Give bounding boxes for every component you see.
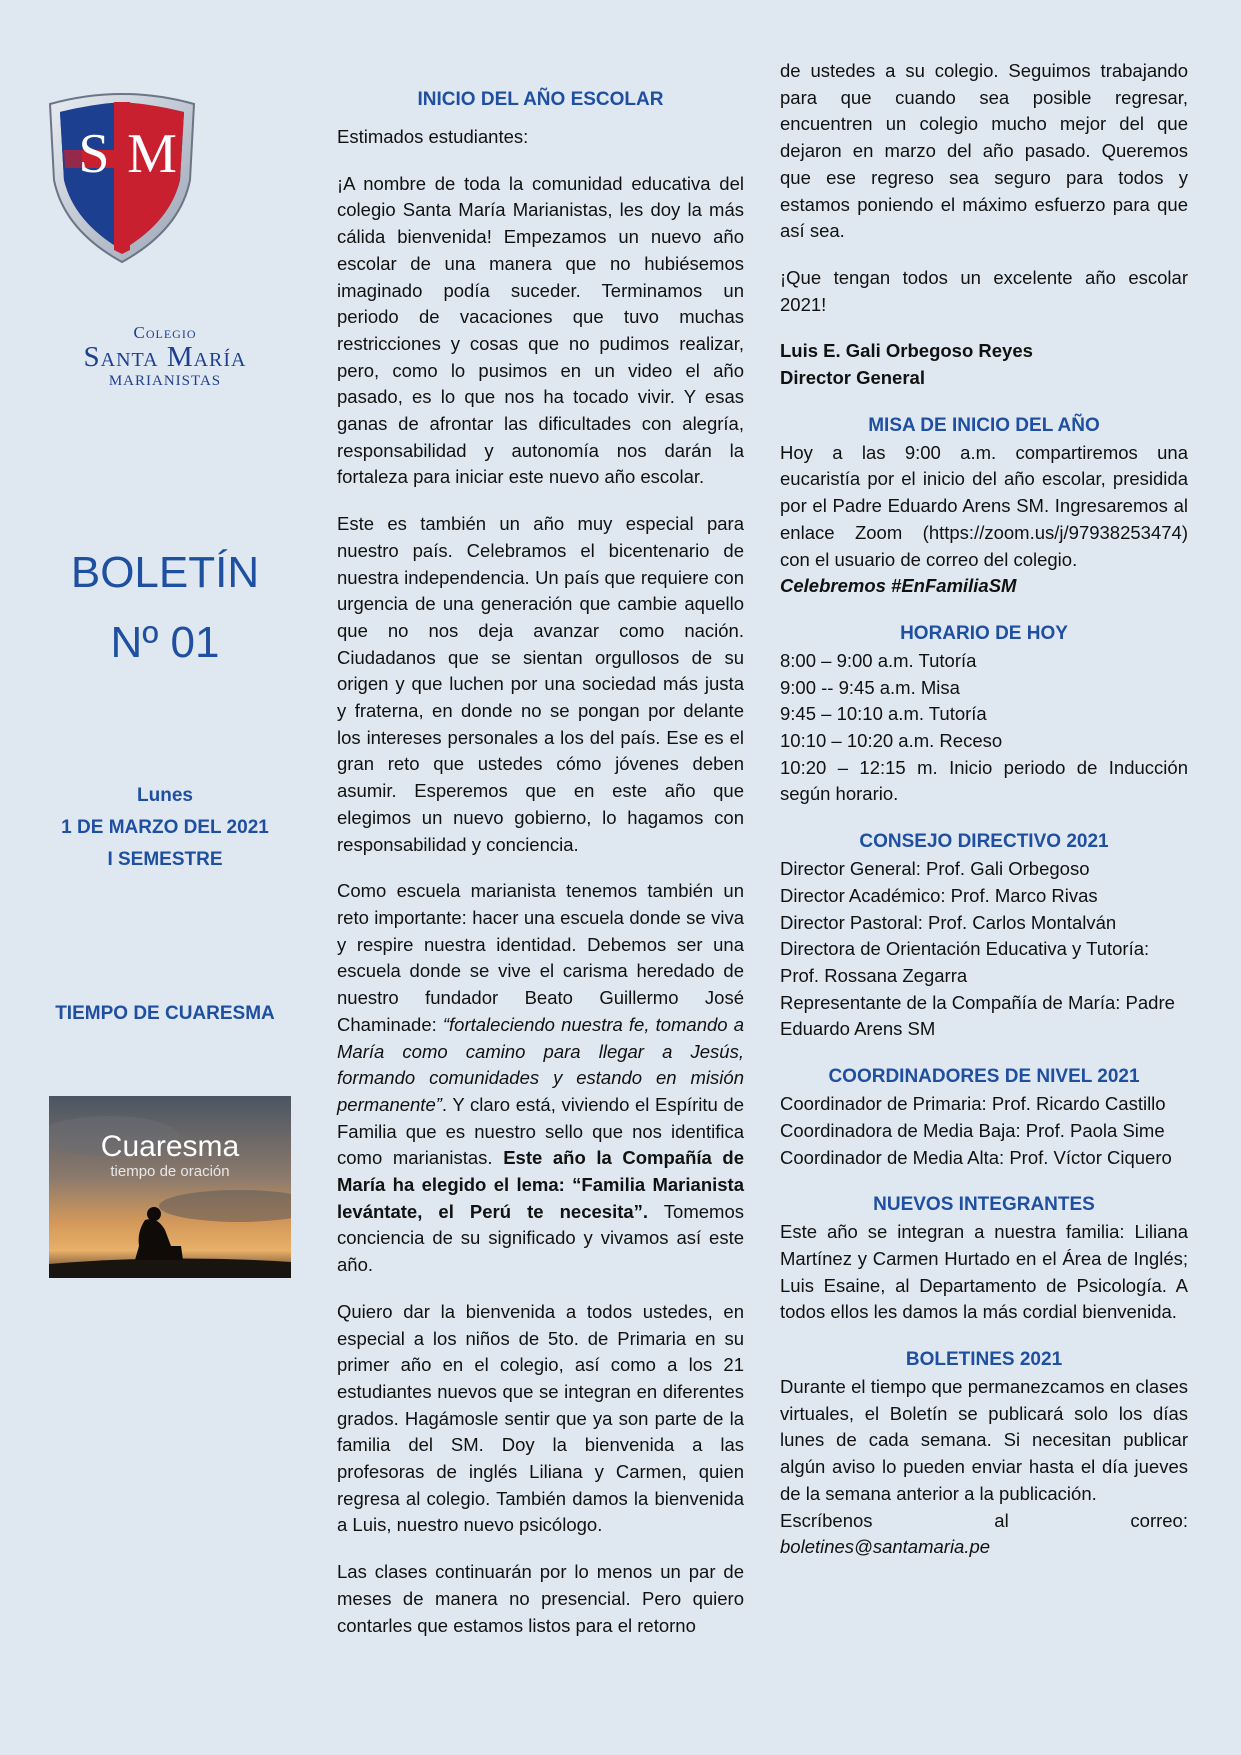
coordinator-item: Coordinador de Primaria: Prof. Ricardo Castillo xyxy=(780,1093,1166,1115)
schedule-item: 10:20 – 12:15 m. Inicio periodo de Inducción según horario. xyxy=(780,756,1188,805)
p3-closing: Tomemos conciencia de su significado y vivamos así este año. xyxy=(337,1200,744,1276)
p3-middle: . Y claro está, viviendo el Espíritu de Familia que es nuestro sello que nos identifica como marianistas. xyxy=(337,1093,744,1169)
bulletins-email[interactable]: boletines@santamaria.pe xyxy=(780,1536,991,1558)
mass-hashtag: Celebremos #EnFamiliaSM xyxy=(780,575,1017,597)
main-letter-column xyxy=(337,86,744,1659)
image-subtitle: tiempo de oración xyxy=(110,1163,230,1180)
school-shield-logo xyxy=(42,90,202,270)
schedule-heading: HORARIO DE HOY xyxy=(900,622,1068,644)
board-heading: CONSEJO DIRECTIVO 2021 xyxy=(859,831,1109,853)
board-member: Directora de Orientación Educativa y Tutoría: Prof. Rossana Zegarra xyxy=(780,938,1150,986)
signature xyxy=(780,338,1188,391)
board-member: Director General: Prof. Gali Orbegoso xyxy=(780,858,1090,880)
signature-name: Luis E. Gali Orbegoso Reyes xyxy=(780,340,1033,362)
bulletins-text: Durante el tiempo que permanezcamos en clases virtuales, el Boletín se publicará solo los días lunes de cada semana. Si necesitan publicar algún aviso lo pueden enviar hasta el día jueves de la semana anterior a la publicación. xyxy=(780,1376,1188,1504)
p3-intro: Como escuela marianista tenemos también un reto importante: hacer una escuela donde se viva y respire nuestra identidad. Debemos ser una escuela donde se vive el carisma heredado de nuestro fundador Beato Guillermo José Chaminade: xyxy=(337,880,744,1035)
bulletins-heading: BOLETINES 2021 xyxy=(905,1349,1063,1371)
letter-continuation: de ustedes a su colegio. Seguimos trabajando para que cuando sea posible regresar, encuentren un colegio mucho mejor del que dejaron en marzo del año pasado. Queremos que ese regreso sea seguro para todos y estamos poniendo el máximo esfuerzo para que así sea. xyxy=(780,60,1188,242)
right-column xyxy=(780,58,1188,1561)
date-label: 1 DE MARZO DEL 2021 xyxy=(61,817,269,838)
bulletins-write-line: Escríbenos al correo: xyxy=(780,1509,1188,1531)
day-label: Lunes xyxy=(137,785,193,806)
board-member: Representante de la Compañía de María: Padre Eduardo Arens SM xyxy=(780,991,1175,1040)
mass-text: Hoy a las 9:00 a.m. compartiremos una eucaristía por el inicio del año escolar, presidida por el Padre Eduardo Arens SM. Ingresaremos al enlace Zoom (https://zoom.us/j/97938253474) con el usuario de correo del colegio. xyxy=(780,441,1188,570)
date-block xyxy=(25,780,305,876)
bulletin-number: Nº 01 xyxy=(110,618,220,667)
season-title: TIEMPO DE CUARESMA xyxy=(55,1003,275,1024)
board-member: Director Académico: Prof. Marco Rivas xyxy=(780,884,1098,906)
signature-role: Director General xyxy=(780,367,925,389)
lent-prayer-image xyxy=(49,1096,291,1278)
letter-paragraph-5: Las clases continuarán por lo menos un par de meses de manera no presencial. Pero quiero contarles que estamos listos para el retorno xyxy=(337,1561,744,1636)
letter-paragraph-2: Este es también un año muy especial para nuestro país. Celebramos el bicentenario de nuestra independencia. Un país que requiere con urgencia de una generación que cambie aquello que no nos deja avanzar como nación. Ciudadanos que se sientan orgullosos de su origen y que luchen por una sociedad más justa y fraterna, en donde no se pongan por delante los intereses personales a los del país. Ese es el gran reto que ustedes cómo jóvenes deben asumir. Esperemos que en este año que elegimos un nuevo gobierno, lo hagamos con responsabilidad y conciencia. xyxy=(337,513,744,855)
schedule-list xyxy=(780,648,1188,808)
letter-heading: INICIO DEL AÑO ESCOLAR xyxy=(417,89,664,110)
school-name-line1: Colegio xyxy=(133,323,197,342)
coordinators-heading: COORDINADORES DE NIVEL 2021 xyxy=(828,1066,1140,1088)
school-name xyxy=(40,324,290,389)
bulletin-title-text: BOLETÍN xyxy=(70,548,260,597)
svg-text:S: S xyxy=(78,123,110,185)
coordinator-item: Coordinador de Media Alta: Prof. Víctor Ciquero xyxy=(780,1146,1172,1168)
p3-quote: “fortaleciendo nuestra fe, tomando a María como camino para llegar a Jesús, formando comunidades y estando en misión permanente” xyxy=(337,1013,744,1115)
svg-text:M: M xyxy=(127,123,177,185)
letter-paragraph-3 xyxy=(337,878,744,1279)
image-title: Cuaresma xyxy=(100,1130,240,1163)
schedule-item: 8:00 – 9:00 a.m. Tutoría xyxy=(780,649,977,671)
board-member: Director Pastoral: Prof. Carlos Montalván xyxy=(780,911,1117,933)
schedule-item: 9:45 – 10:10 a.m. Tutoría xyxy=(780,703,987,725)
coordinator-item: Coordinadora de Media Baja: Prof. Paola Sime xyxy=(780,1119,1165,1141)
coordinators-list xyxy=(780,1091,1188,1171)
letter-greeting: Estimados estudiantes: xyxy=(337,126,529,147)
schedule-item: 10:10 – 10:20 a.m. Receso xyxy=(780,730,1003,752)
board-list xyxy=(780,856,1188,1043)
mass-heading: MISA DE INICIO DEL AÑO xyxy=(868,414,1100,436)
new-members-text: Este año se integran a nuestra familia: Liliana Martínez y Carmen Hurtado en el Área de Inglés; Luis Esaine, al Departamento de Psicología. A todos ellos les damos la más cordial bienvenida. xyxy=(780,1221,1188,1323)
letter-paragraph-1: ¡A nombre de toda la comunidad educativa del colegio Santa María Marianistas, les doy la más cálida bienvenida! Empezamos un nuevo año escolar de una manera que no hubiésemos imaginado podía suceder. Terminamos un periodo de vacaciones que tuvo muchas restricciones y cosas que no pudimos realizar, pero, como lo pusimos en un video el año pasado, es lo que nos ha tocado vivir. Y esas ganas de afrontar las dificultades con alegría, responsabilidad y autonomía nos darán la fortaleza para iniciar este nuevo año escolar. xyxy=(337,172,744,488)
new-members-heading: NUEVOS INTEGRANTES xyxy=(873,1194,1095,1216)
letter-paragraph-4: Quiero dar la bienvenida a todos ustedes, en especial a los niños de 5to. de Primaria en su primer año en el colegio, así como a los 21 estudiantes nuevos que se integran en diferentes grados. Hagámosle sentir que ya son parte de la familia del SM. Doy la bienvenida a las profesoras de inglés Liliana y Carmen, quien regresa al colegio. También damos la bienvenida a Luis, nuestro nuevo psicólogo. xyxy=(337,1300,744,1536)
school-name-line2: Santa María xyxy=(83,341,247,373)
letter-wish: ¡Que tengan todos un excelente año escolar 2021! xyxy=(780,266,1188,315)
bulletin-title xyxy=(25,538,305,678)
school-name-line3: MARIANISTAS xyxy=(108,373,222,389)
p3-motto: Este año la Compañía de María ha elegido el lema: “Familia Marianista levántate, el Perú te necesita”. xyxy=(337,1147,745,1222)
schedule-item: 9:00 -- 9:45 a.m. Misa xyxy=(780,676,960,698)
semester-label: I SEMESTRE xyxy=(107,849,223,870)
